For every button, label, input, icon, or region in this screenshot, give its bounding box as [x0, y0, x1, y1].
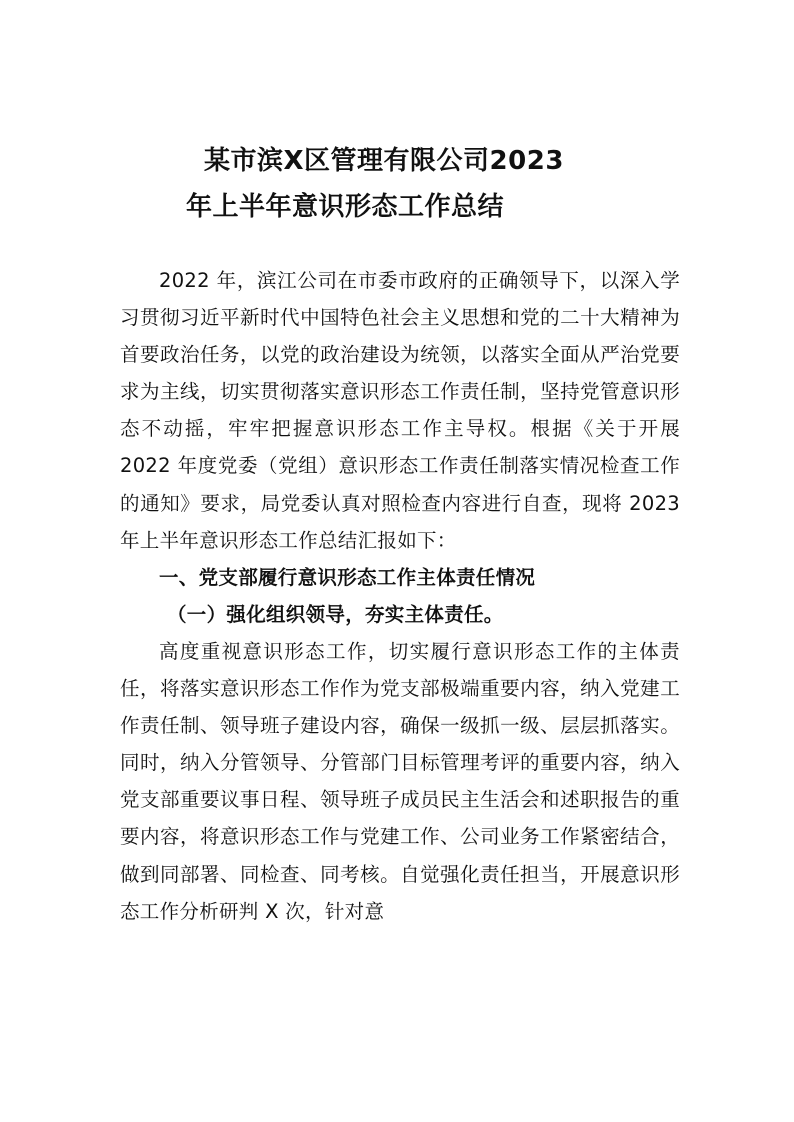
subsection-heading: （一）强化组织领导，夯实主体责任。	[167, 602, 504, 626]
document-title	[0, 138, 794, 230]
body-paragraph: 高度重视意识形态工作，切实履行意识形态工作的主体责任，将落实意识形态工作作为党支部极端重要内容，纳入党建工作责任制、领导班子建设内容，确保一级抓一级、层层抓落实。同时，纳入分管领导、分管部门目标管理考评的重要内容，纳入党支部重要议事日程、领导班子成员民主生活会和述职报告的重要内容，将意识形态工作与党建工作、公司业务工作紧密结合，做到同部署、同检查、同考核。自觉强化责任担当，开展意识形态工作分析研判 X 次，针对意	[120, 639, 680, 923]
section-heading: 一、党支部履行意识形态工作主体责任情况	[159, 565, 536, 589]
title-line-1: 某市滨X区管理有限公司2023	[204, 146, 564, 176]
intro-paragraph: 2022 年，滨江公司在市委市政府的正确领导下，以深入学习贯彻习近平新时代中国特色社会主义思想和党的二十大精神为首要政治任务，以党的政治建设为统领，以落实全面从严治党要求为主线，切实贯彻落实意识形态工作责任制，坚持党管意识形态不动摇，牢牢把握意识形态工作主导权。根据《关于开展 2022 年度党委（党组）意识形态工作责任制落实情况检查工作的通知》要求，局党委认真对照检查内容进行自查，现将 2023 年上半年意识形态工作总结汇报如下：	[120, 269, 680, 552]
title-line-2: 年上半年意识形态工作总结	[186, 192, 505, 222]
document-body	[120, 262, 680, 930]
